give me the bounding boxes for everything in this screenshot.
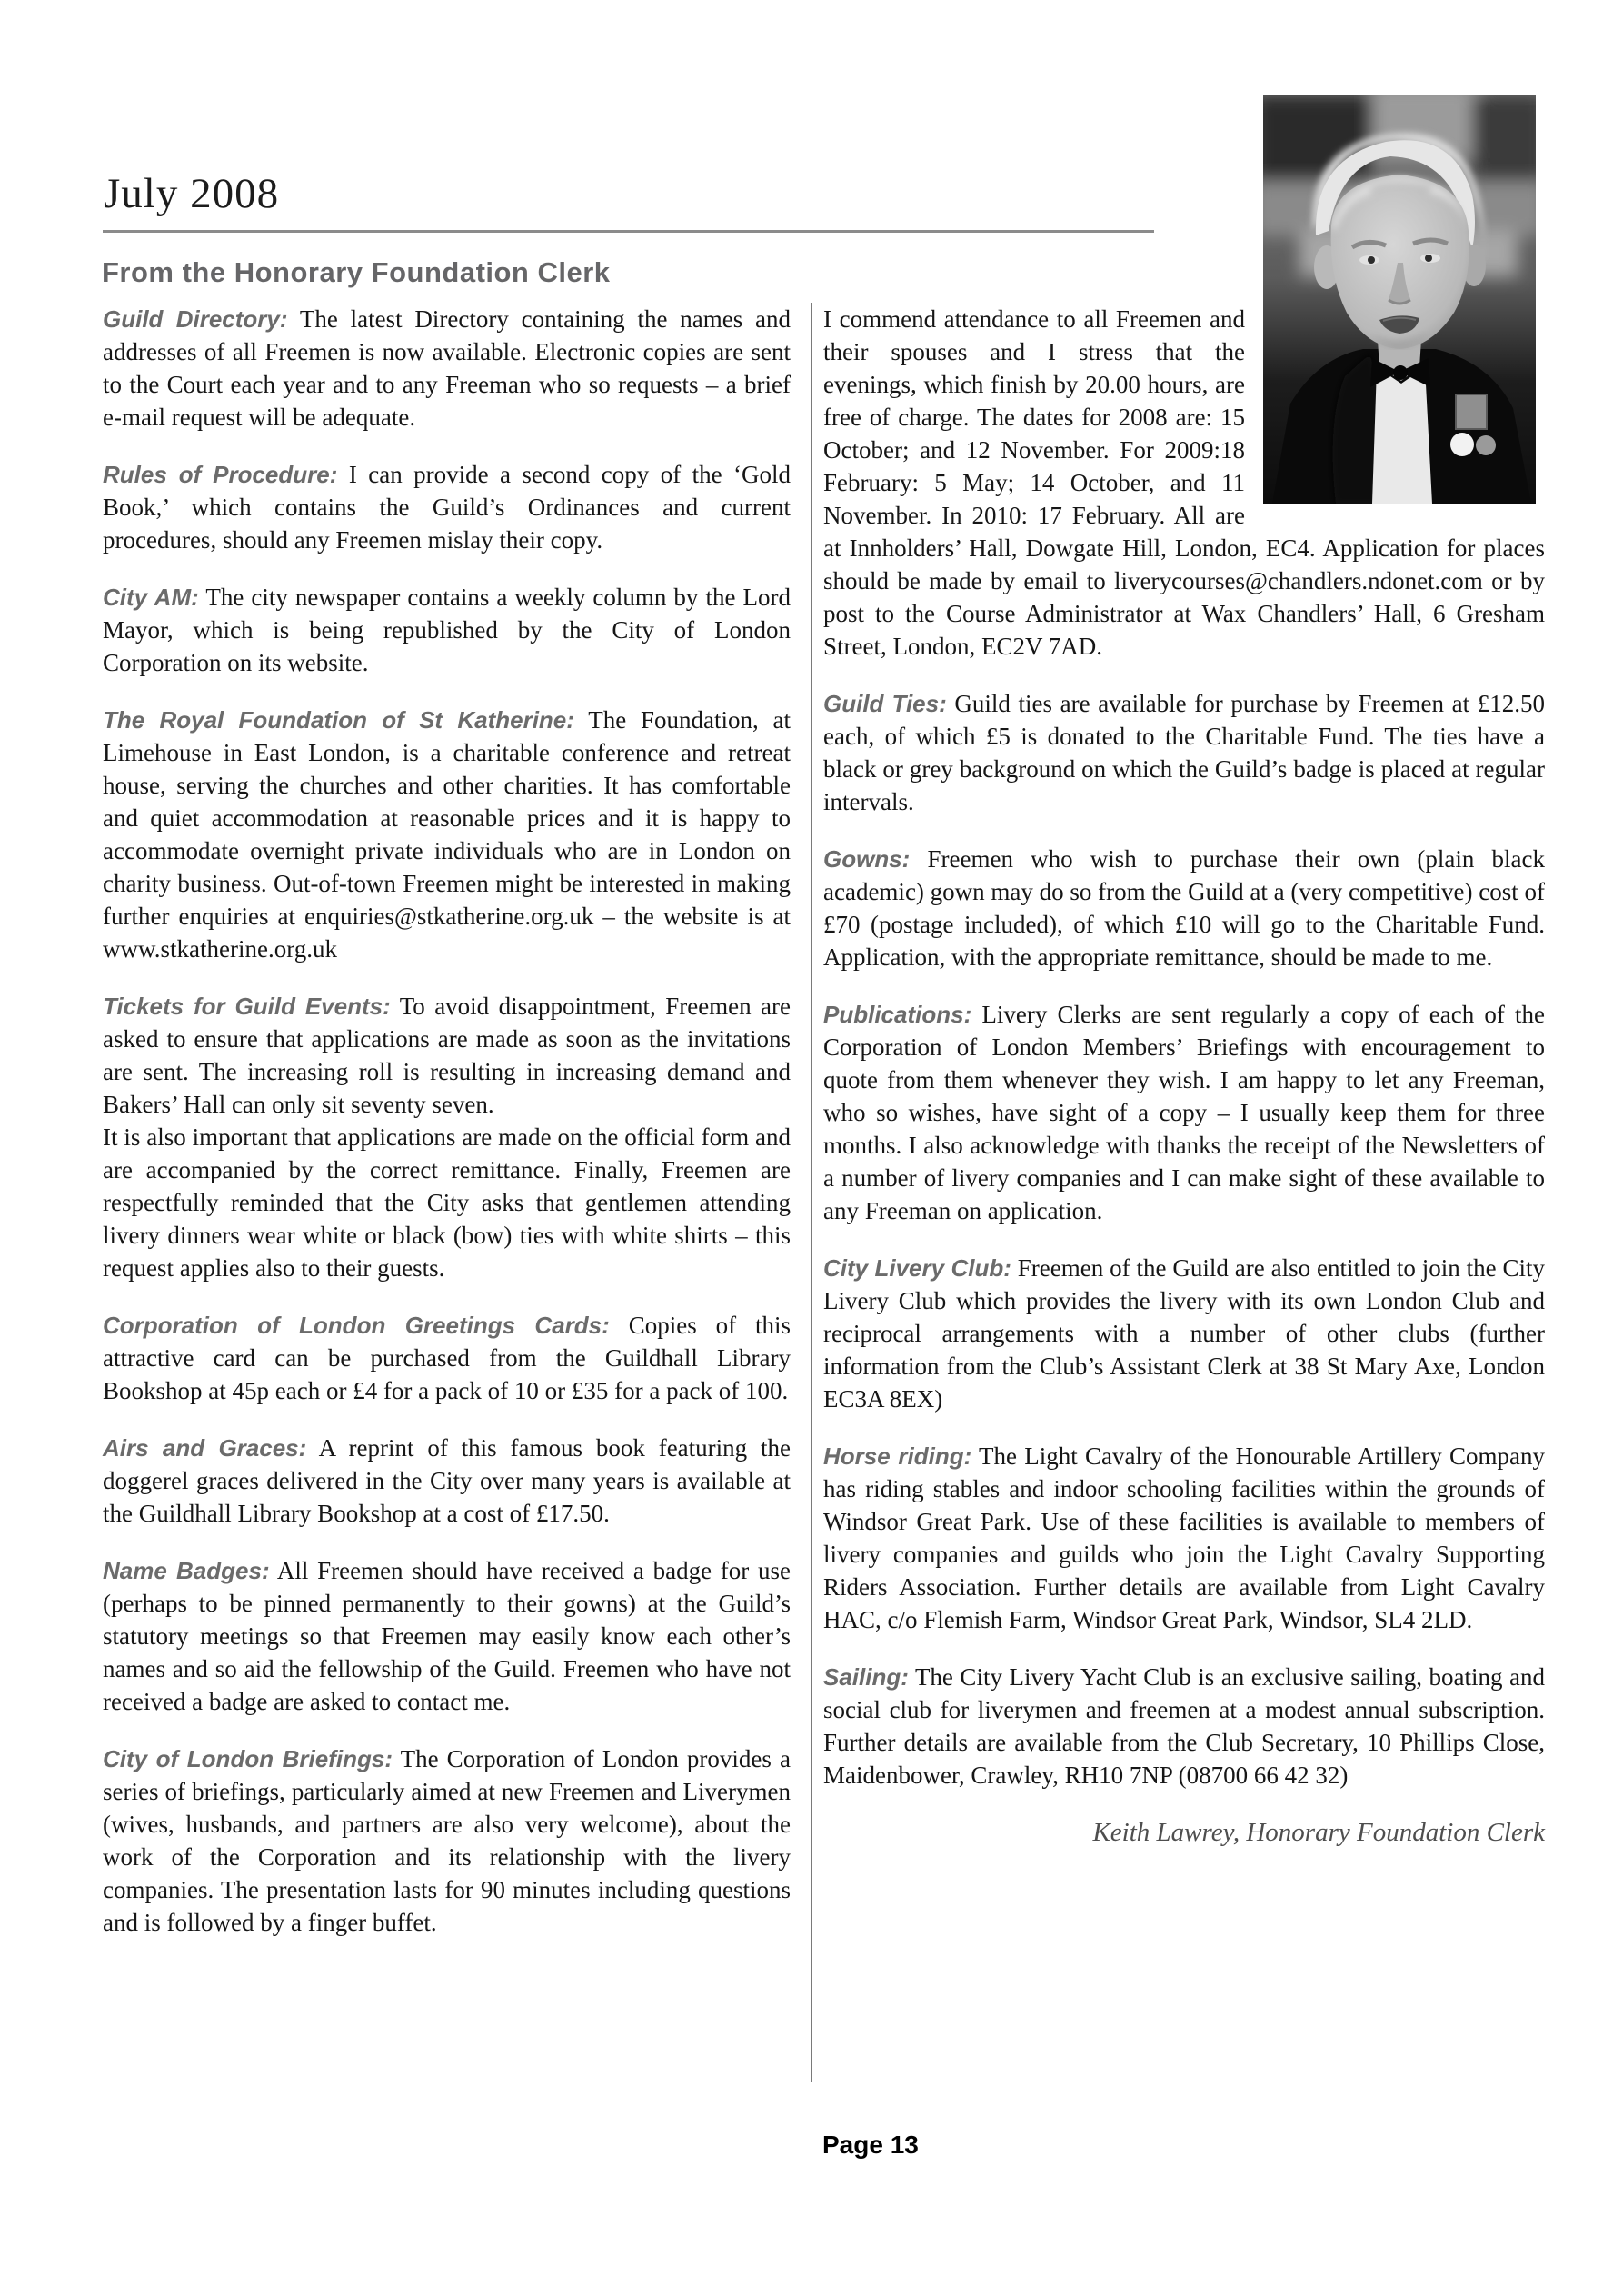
section-heading: Corporation of London Greetings Cards: bbox=[103, 1312, 610, 1339]
section-publications bbox=[823, 998, 1545, 1227]
section-body: I can provide a second copy of the ‘Gold Book,’ which contains the Guild’s Ordinances and current procedures, should any Freemen mislay their copy. bbox=[103, 461, 791, 554]
page-title: From the Honorary Foundation Clerk bbox=[102, 256, 611, 288]
section-heading: The Royal Foundation of St Katherine: bbox=[103, 706, 574, 734]
section-body: It is also important that applications are made on the official form and are accompanied by the correct remittance. Finally, Freemen are respectfully reminded that the City asks that gentlemen attending livery dinners wear white or black (bow) ties with white shirts – this request applies also to their guests. bbox=[103, 1123, 791, 1282]
date-heading: July 2008 bbox=[104, 170, 280, 217]
left-column bbox=[103, 303, 791, 1963]
section-body: Freemen of the Guild are also entitled to join the City Livery Club which provides the livery with its own London Club and reciprocal arrangements with a number of other clubs (further information from the Club’s Assistant Clerk at 38 St Mary Axe, London EC3A 8EX) bbox=[823, 1254, 1546, 1413]
section-airs-and-graces bbox=[103, 1432, 791, 1530]
column-divider bbox=[811, 303, 812, 2082]
section-body: Guild ties are available for purchase by Freemen at £12.50 each, of which £5 is donated to the Charitable Fund. The ties have a black or grey background on which the Guild’s badge is placed at regular intervals. bbox=[823, 690, 1545, 815]
section-heading: City of London Briefings: bbox=[103, 1745, 393, 1772]
section-greetings-cards bbox=[103, 1309, 791, 1407]
section-heading: Sailing: bbox=[823, 1663, 909, 1691]
section-body: A reprint of this famous book featuring the doggerel graces delivered in the City over many years is available at the Guildhall Library Bookshop at a cost of £17.50. bbox=[103, 1434, 791, 1527]
section-gowns bbox=[823, 843, 1545, 973]
section-city-am bbox=[103, 581, 791, 679]
right-column bbox=[823, 303, 1545, 1849]
section-heading: City Livery Club: bbox=[823, 1254, 1011, 1282]
header-rule bbox=[103, 230, 1154, 233]
section-heading: City AM: bbox=[103, 584, 199, 611]
section-body: Freemen who wish to purchase their own (plain black academic) gown may do so from the Guild at a (very competitive) cost of £70 (postage included), of which £10 will go to the Charitable Fund. Application, with the appropriate remittance, should be made to me. bbox=[823, 845, 1546, 971]
section-body: All Freemen should have received a badge for use (perhaps to be pinned permanently to their gowns) at the Guild’s statutory meetings so that Freemen may easily know each other’s names and so aid the fellowship of the Guild. Freemen who have not received a badge are asked to contact me. bbox=[103, 1557, 792, 1715]
section-body: Copies of this attractive card can be purchased from the Guildhall Library Bookshop at 45p each or £4 for a pack of 10 or £35 for a pack of 100. bbox=[103, 1312, 791, 1404]
section-guild-directory bbox=[103, 303, 791, 434]
signature: Keith Lawrey, Honorary Foundation Clerk bbox=[1092, 1818, 1545, 1847]
photo-wrap-spacer bbox=[1245, 303, 1545, 512]
section-guild-ties bbox=[823, 687, 1545, 818]
section-body: The Foundation, at Limehouse in East London, is a charitable conference and retreat house, serving the churches and other charities. It has comfortable and quiet accommodation at reasonable prices and it is happy to accommodate overnight private individuals who are in London on charity business. Out-of-town Freemen might be interested in making further enquiries at enquiries@stkatherine.org.uk – the website is at www.stkatherine.org.uk bbox=[103, 706, 792, 963]
section-heading: Guild Ties: bbox=[823, 690, 947, 717]
section-heading: Name Badges: bbox=[103, 1557, 270, 1584]
section-body: The city newspaper contains a weekly column by the Lord Mayor, which is being republished by the City of London Corporation on its website. bbox=[103, 584, 791, 676]
section-rules-of-procedure bbox=[103, 458, 791, 556]
section-body: I commend attendance to all Freemen and their spouses and I stress that the evenings, which finish by 20.00 hours, are free of charge. The dates for 2008 are: 15 October; and 12 November. For 2009:18 February: 5 May; 14 October, and 11 November. In 2010: 17 February. All are at Innholders’ Hall, Dowgate Hill, London, EC4. Application for places should be made by email to liverycourses@chandlers.ndonet.com or by post to the Course Administrator at Wax Chandlers’ Hall, 6 Gresham Street, London, EC2V 7AD. bbox=[823, 305, 1545, 660]
section-horse-riding bbox=[823, 1440, 1545, 1636]
section-heading: Horse riding: bbox=[823, 1442, 972, 1470]
section-body: The Corporation of London provides a series of briefings, particularly aimed at new Freemen and Liverymen (wives, husbands, and partners are also very welcome), about the work of the Corporation and its relationship with the livery companies. The presentation lasts for 90 minutes including questions and is followed by a finger buffet. bbox=[103, 1745, 791, 1936]
section-heading: Rules of Procedure: bbox=[103, 461, 338, 488]
section-city-livery-club bbox=[823, 1252, 1545, 1415]
section-name-badges bbox=[103, 1554, 791, 1718]
section-tickets-continued bbox=[103, 1121, 791, 1284]
section-body: The latest Directory containing the names and addresses of all Freemen is now available. Electronic copies are sent to the Court each year and to any Freeman who so requests – a brief e-mail request will be adequate. bbox=[103, 305, 792, 431]
section-body: The Light Cavalry of the Honourable Artillery Company has riding stables and indoor schooling facilities within the grounds of Windsor Great Park. Use of these facilities is available to members of livery companies and guilds who join the Light Cavalry Supporting Riders Association. Further details are available from Light Cavalry HAC, c/o Flemish Farm, Windsor Great Park, Windsor, SL4 2LD. bbox=[823, 1442, 1545, 1633]
section-body: To avoid disappointment, Freemen are asked to ensure that applications are made as soon as the invitations are sent. The increasing roll is resulting in increasing demand and Bakers’ Hall can only sit seventy seven. bbox=[103, 993, 792, 1118]
section-st-katherine bbox=[103, 704, 791, 965]
section-body: Livery Clerks are sent regularly a copy of each of the Corporation of London Members’ Briefings with encouragement to quote from them whenever they wish. I am happy to let any Freeman, who so wishes, have sight of a copy – I usually keep them for three months. I also acknowledge with thanks the receipt of the Newsletters of a number of livery companies and I can make sight of these available to any Freeman on application. bbox=[823, 1001, 1545, 1224]
section-heading: Guild Directory: bbox=[103, 305, 288, 333]
section-heading: Airs and Graces: bbox=[103, 1434, 307, 1462]
section-heading: Tickets for Guild Events: bbox=[103, 993, 391, 1020]
section-city-of-london-briefings bbox=[103, 1742, 791, 1939]
section-tickets bbox=[103, 990, 791, 1121]
page-number: Page 13 bbox=[822, 2131, 919, 2159]
section-sailing bbox=[823, 1661, 1545, 1792]
section-heading: Publications: bbox=[823, 1001, 972, 1028]
section-heading: Gowns: bbox=[823, 845, 911, 873]
section-body: The City Livery Yacht Club is an exclusive sailing, boating and social club for liverymen and freemen at a modest annual subscription. Further details are available from the Club Secretary, 10 Phillips Close, Maidenbower, Crawley, RH10 7NP (08700 66 42 32) bbox=[823, 1663, 1545, 1789]
